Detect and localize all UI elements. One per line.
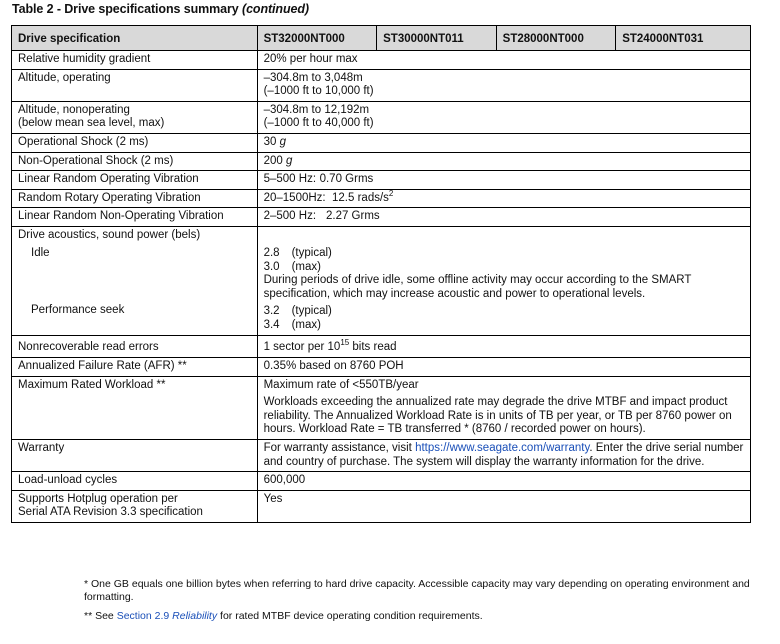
table-row-acoustics xyxy=(12,226,751,335)
table-row xyxy=(12,189,751,208)
warranty-link[interactable]: https://www.seagate.com/warranty xyxy=(415,442,590,455)
header-model-4: ST24000NT031 xyxy=(616,26,751,51)
header-model-1: ST32000NT000 xyxy=(257,26,377,51)
table-row xyxy=(12,133,751,152)
drive-spec-table xyxy=(11,25,751,523)
row-label: Altitude, nonoperating (below mean sea level, max) xyxy=(12,101,258,133)
acoustics-seek-label: Performance seek xyxy=(31,304,125,317)
row-label: Operational Shock (2 ms) xyxy=(12,133,258,152)
table-row xyxy=(12,171,751,190)
caption-continued: (continued) xyxy=(242,2,309,16)
row-value: 200 g xyxy=(257,152,750,171)
row-label: Load-unload cycles xyxy=(12,472,258,491)
acoustics-idle-note: During periods of drive idle, some offline activity may occur according to the SMART specification, which may increase acoustic and power to operational levels. xyxy=(263,274,692,300)
row-value: –304.8m to 3,048m (–1000 ft to 10,000 ft) xyxy=(257,69,750,101)
table-header-row xyxy=(12,26,751,51)
row-value: 5–500 Hz: 0.70 Grms xyxy=(257,171,750,190)
table-row xyxy=(12,490,751,522)
row-value: Yes xyxy=(257,490,750,522)
row-label: Linear Random Operating Vibration xyxy=(12,171,258,190)
row-value: Maximum rate of <550TB/year Workloads exceeding the annualized rate may degrade the drive MTBF and impact product reliability. The Annualized Workload Rate is in units of TB per year, or TB per 8760 power on hours. Workload Rate = TB transferred * (8760 / recorded power on hours). xyxy=(257,376,750,439)
row-label: Maximum Rated Workload ** xyxy=(12,376,258,439)
caption-title: Table 2 - Drive specifications summary xyxy=(12,2,239,16)
row-label: Random Rotary Operating Vibration xyxy=(12,189,258,208)
row-label: Linear Random Non-Operating Vibration xyxy=(12,208,258,227)
table-row xyxy=(12,152,751,171)
header-spec: Drive specification xyxy=(12,26,258,51)
row-value: –304.8m to 12,192m (–1000 ft to 40,000 ft) xyxy=(257,101,750,133)
table-row xyxy=(12,335,751,358)
section-link[interactable]: Section 2.9 Reliability xyxy=(116,610,218,622)
table-row xyxy=(12,51,751,70)
table-row xyxy=(12,69,751,101)
acoustics-idle-label: Idle xyxy=(31,246,50,259)
row-value: 1 sector per $10^{15}$ bits read xyxy=(257,335,750,358)
row-label: Warranty xyxy=(12,440,258,472)
footnote-1: * One GB equals one billion bytes when referring to hard drive capacity. Accessible capacity may vary depending on operating environment and formatting. xyxy=(84,578,750,603)
row-value: For warranty assistance, visit https://www.seagate.com/warranty. Enter the drive serial number and country of purchase. The system will display the warranty information for the drive. xyxy=(257,440,750,472)
row-value: 2.8 (typical) 3.0 (max) During periods of drive idle, some offline activity may occur according to the SMART specification, which may increase acoustic and power to operational levels. 3.2 (typical) 3.4 (max) xyxy=(257,226,750,335)
row-label: Annualized Failure Rate (AFR) ** xyxy=(12,358,258,377)
row-label: Altitude, operating xyxy=(12,69,258,101)
row-value: 0.35% based on 8760 POH xyxy=(257,358,750,377)
row-value: 20–1500Hz: 12.5 rads/$s^2$ xyxy=(257,189,750,208)
table-row xyxy=(12,440,751,472)
row-value: 20% per hour max xyxy=(257,51,750,70)
header-model-3: ST28000NT000 xyxy=(496,26,616,51)
row-label: Nonrecoverable read errors xyxy=(12,335,258,358)
row-label: Non-Operational Shock (2 ms) xyxy=(12,152,258,171)
table-caption xyxy=(12,2,309,16)
row-label: Supports Hotplug operation per Serial ATA Revision 3.3 specification xyxy=(12,490,258,522)
row-label: Relative humidity gradient xyxy=(12,51,258,70)
table-row xyxy=(12,376,751,439)
row-label: Drive acoustics, sound power (bels) Idle Performance seek xyxy=(12,226,258,335)
footnote-2: ** See Section 2.9 Reliability for rated MTBF device operating condition requirements. xyxy=(84,610,483,622)
header-model-2: ST30000NT011 xyxy=(377,26,497,51)
table-row xyxy=(12,472,751,491)
row-value: 2–500 Hz: 2.27 Grms xyxy=(257,208,750,227)
row-value: 30 g xyxy=(257,133,750,152)
table-row xyxy=(12,358,751,377)
row-value: 600,000 xyxy=(257,472,750,491)
table-row xyxy=(12,101,751,133)
table-row xyxy=(12,208,751,227)
